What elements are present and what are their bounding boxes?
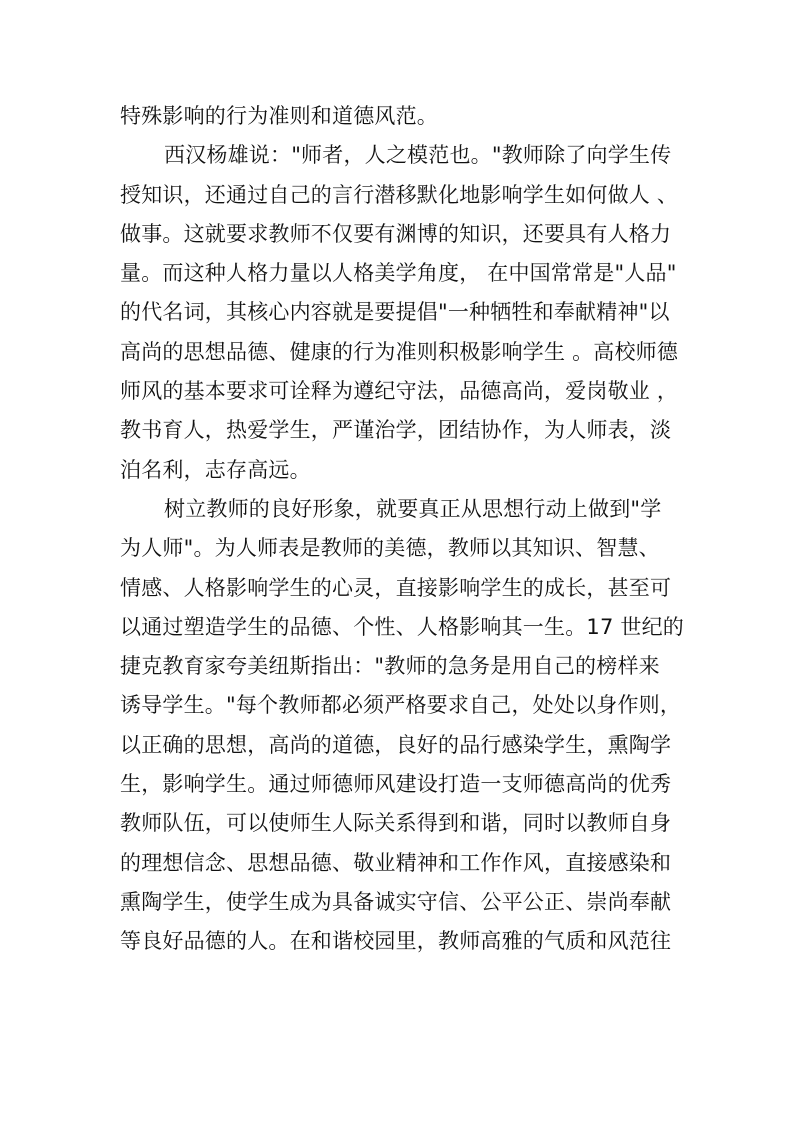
text-line: 泊名利，志存高远。 xyxy=(120,457,311,482)
text-line: 等良好品德的人。在和谐校园里，教师高雅的气质和风范往 xyxy=(120,929,672,954)
text-line: 熏陶学生，使学生成为具备诚实守信、公平公正、崇尚奉献 xyxy=(120,889,672,914)
text-line: 生，影响学生。通过师德师风建设打造一支师德高尚的优秀 xyxy=(120,772,672,797)
text-line: 高尚的思想品德、健康的行为准则积极影响学生 。高校师德 xyxy=(120,339,679,364)
text-line: 情感、人格影响学生的心灵，直接影响学生的成长，甚至可 xyxy=(120,575,672,600)
text-line: 的理想信念、思想品德、敬业精神和工作作风，直接感染和 xyxy=(120,850,672,875)
text-line: 师风的基本要求可诠释为遵纪守法，品德高尚，爱岗敬业 ， xyxy=(120,379,679,404)
text-line: 授知识，还通过自己的言行潜移默化地影响学生如何做人 、 xyxy=(120,182,679,207)
text-line: 教师队伍，可以使师生人际关系得到和谐，同时以教师自身 xyxy=(120,811,672,836)
body-text xyxy=(120,97,684,962)
text-line: 捷克教育家夸美纽斯指出："教师的急务是用自己的榜样来 xyxy=(120,654,660,679)
paragraph-start-line: 树立教师的良好形象，就要真正从思想行动上做到"学 xyxy=(164,496,662,521)
text-line: 以正确的思想，高尚的道德，良好的品行感染学生，熏陶学 xyxy=(120,732,672,757)
text-line: 教书育人，热爱学生，严谨治学，团结协作，为人师表，淡 xyxy=(120,418,672,443)
text-line: 做事。这就要求教师不仅要有渊博的知识，还要具有人格力 xyxy=(120,221,672,246)
text-line: 量。而这种人格力量以人格美学角度， 在中国常常是"人品" xyxy=(120,261,677,286)
text-line: 特殊影响的行为准则和道德风范。 xyxy=(120,104,438,128)
text-line: 为人师"。为人师表是教师的美德，教师以其知识、智慧、 xyxy=(120,536,660,561)
text-line: 诱导学生。"每个教师都必须严格要求自己，处处以身作则， xyxy=(120,693,682,718)
text-line: 以通过塑造学生的品德、个性、人格影响其一生。17 世纪的 xyxy=(120,614,684,639)
text-line: 的代名词，其核心内容就是要提倡"一种牺牲和奉献精神"以 xyxy=(120,300,670,325)
paragraph-start-line: 西汉杨雄说："师者，人之模范也。"教师除了向学生传 xyxy=(164,143,672,168)
